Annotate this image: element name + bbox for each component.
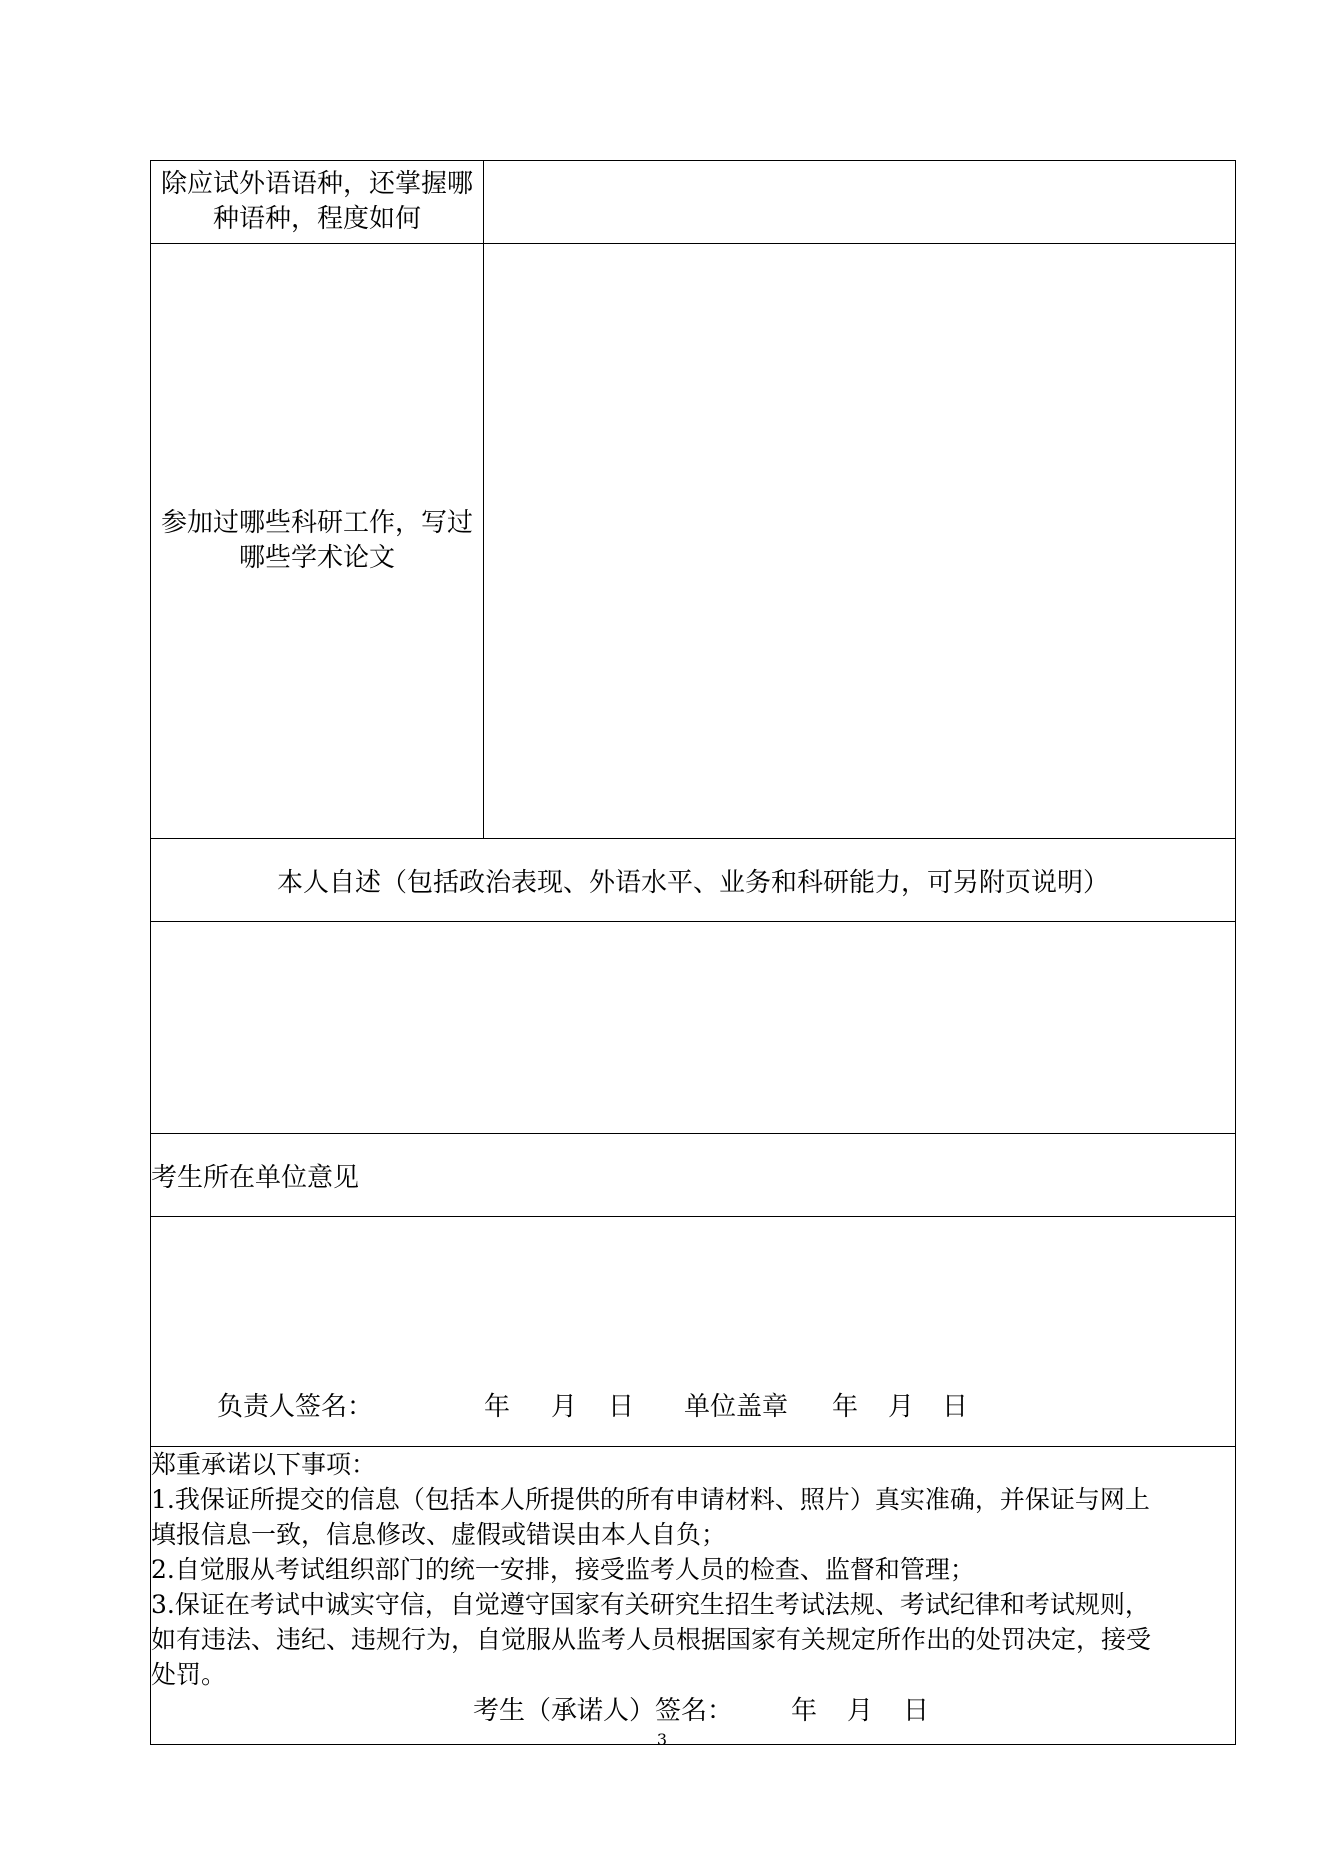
pledge-item3-line3: 处罚。 [151, 1660, 227, 1689]
language-label-line2: 种语种，程度如何 [212, 204, 421, 234]
language-label [151, 161, 484, 244]
unit-sign-month: 月 [551, 1392, 578, 1422]
pledge-sign-day: 日 [903, 1696, 930, 1726]
unit-sign-line [151, 1386, 1235, 1422]
research-label-line1: 参加过哪些科研工作，写过 [160, 508, 473, 538]
unit-stamp-label: 单位盖章 [684, 1392, 789, 1422]
unit-stamp-day: 日 [942, 1392, 969, 1422]
pledge-row [151, 1447, 1236, 1745]
self-statement-row [151, 922, 1236, 1134]
unit-opinion-cell[interactable] [151, 1217, 1236, 1447]
unit-sign-day: 日 [608, 1392, 635, 1422]
self-statement-heading: 本人自述（包括政治表现、外语水平、业务和科研能力，可另附页说明） [151, 839, 1236, 922]
language-label-line1: 除应试外语语种，还掌握哪 [160, 169, 473, 199]
language-value-cell[interactable] [484, 161, 1236, 244]
self-statement-heading-row [151, 839, 1236, 922]
pledge-item1-line2: 填报信息一致，信息修改、虚假或错误由本人自负； [151, 1520, 727, 1549]
responsible-sign-label: 负责人签名： [217, 1392, 374, 1422]
unit-opinion-heading-row [151, 1134, 1236, 1217]
pledge-sign-label: 考生（承诺人）签名： [473, 1696, 734, 1726]
research-value-cell[interactable] [484, 244, 1236, 839]
pledge-item2: 2.自觉服从考试组织部门的统一安排，接受监考人员的检查、监督和管理； [151, 1555, 975, 1584]
self-statement-value-cell[interactable] [151, 922, 1236, 1134]
unit-opinion-heading: 考生所在单位意见 [151, 1134, 1236, 1217]
application-form-table [150, 160, 1236, 1745]
pledge-sign-year: 年 [791, 1696, 818, 1726]
pledge-item1-line1: 1.我保证所提交的信息（包括本人所提供的所有申请材料、照片）真实准确，并保证与网上 [151, 1485, 1150, 1514]
pledge-sign-month: 月 [847, 1696, 874, 1726]
unit-stamp-year: 年 [832, 1392, 859, 1422]
pledge-item3-line1: 3.保证在考试中诚实守信，自觉遵守国家有关研究生招生考试法规、考试纪律和考试规则， [151, 1590, 1150, 1619]
unit-opinion-row [151, 1217, 1236, 1447]
pledge-item3-line2: 如有违法、违纪、违规行为，自觉服从监考人员根据国家有关规定所作出的处罚决定，接受 [151, 1625, 1152, 1654]
research-row [151, 244, 1236, 839]
page-number: 3 [656, 1730, 668, 1749]
language-row [151, 161, 1236, 244]
unit-stamp-month: 月 [888, 1392, 915, 1422]
pledge-intro: 郑重承诺以下事项： [151, 1450, 377, 1479]
research-label-line2: 哪些学术论文 [238, 543, 395, 573]
pledge-cell [151, 1447, 1236, 1745]
research-label [151, 244, 484, 839]
unit-sign-year: 年 [484, 1392, 511, 1422]
